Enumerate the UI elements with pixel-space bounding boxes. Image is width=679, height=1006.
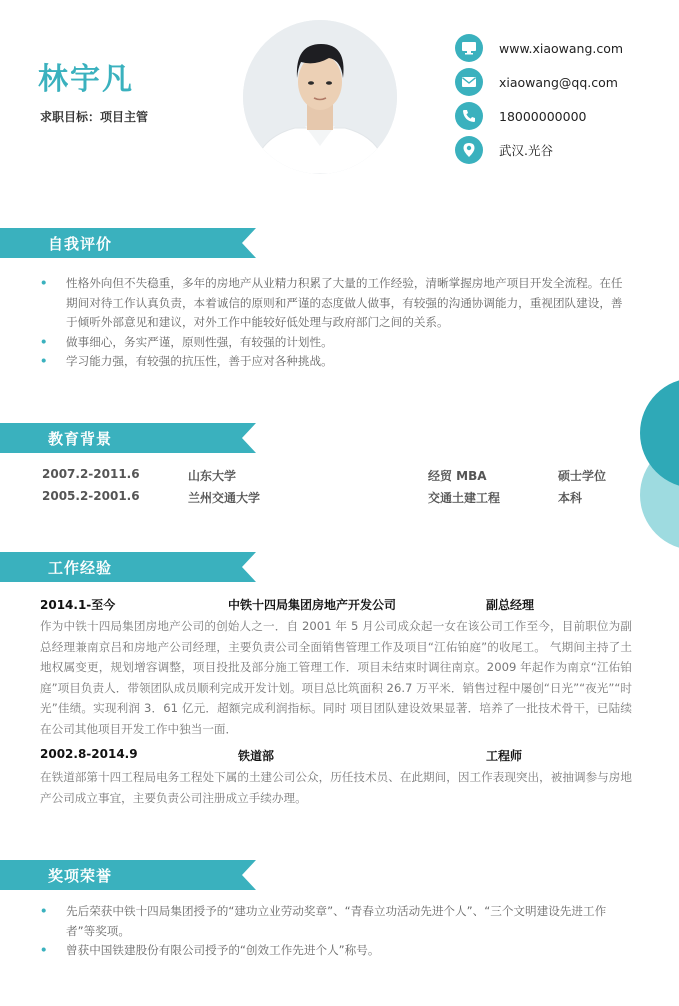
- list-item: [40, 333, 632, 353]
- contact-location: [455, 136, 665, 164]
- section-header-education: [0, 423, 256, 453]
- section-header-awards: [0, 860, 256, 890]
- portrait-illustration: [243, 20, 397, 174]
- education-period: 2005.2-2001.6: [42, 489, 140, 503]
- job-period: 2014.1-至今: [40, 598, 116, 612]
- monitor-icon: [455, 34, 483, 62]
- section-title: 教育背景: [48, 430, 113, 448]
- bullet-dot: •: [40, 904, 48, 918]
- section-title: 奖项荣誉: [48, 867, 113, 885]
- list-item-text: 曾获中国铁建股份有限公司授予的“创效工作先进个人”称号。: [66, 943, 380, 957]
- section-title: 自我评价: [48, 235, 113, 253]
- education-degree: 硕士学位: [558, 469, 607, 483]
- list-item-text: 先后荣获中铁十四局集团授予的“建功立业劳动奖章”、“青春立功活动先进个人”、“三个文明建设先进工作者”等奖项。: [66, 904, 607, 938]
- job-header: [40, 596, 640, 614]
- candidate-name: 林宇凡: [38, 62, 134, 97]
- contact-website: [455, 34, 665, 62]
- email-text[interactable]: xiaowang@qq.com: [499, 74, 618, 90]
- education-row: [42, 467, 642, 485]
- section-title: 工作经验: [48, 559, 113, 577]
- list-item: [40, 352, 632, 372]
- job-header: [40, 747, 640, 765]
- list-item: [40, 941, 632, 961]
- contact-email: [455, 68, 665, 96]
- education-school: 山东大学: [188, 469, 237, 483]
- section-header-self-evaluation: [0, 228, 256, 258]
- job-title: 副总经理: [486, 598, 535, 612]
- education-school: 兰州交通大学: [188, 491, 261, 505]
- self-evaluation-list: [40, 274, 632, 372]
- education-degree: 本科: [558, 491, 583, 505]
- phone-icon: [455, 102, 483, 130]
- phone-text: 18000000000: [499, 108, 587, 124]
- education-major: 经贸 MBA: [428, 469, 487, 483]
- awards-list: [40, 902, 632, 961]
- mail-icon: [455, 68, 483, 96]
- location-text: 武汉.光谷: [499, 143, 553, 158]
- education-period: 2007.2-2011.6: [42, 467, 140, 481]
- bullet-dot: •: [40, 354, 48, 368]
- education-row: [42, 489, 642, 507]
- website-text[interactable]: www.xiaowang.com: [499, 40, 624, 56]
- portrait-photo: [243, 20, 397, 174]
- job-company: 中铁十四局集团房地产开发公司: [228, 598, 397, 612]
- job-period: 2002.8-2014.9: [40, 747, 138, 761]
- bullet-dot: •: [40, 943, 48, 957]
- section-header-work-experience: [0, 552, 256, 582]
- job-objective: 求职目标：项目主管: [40, 110, 149, 124]
- job-description: 作为中铁十四局集团房地产公司的创始人之一．自 2001 年 5 月公司成众起一女在该公司工作至今，目前职位为副总经理兼南京吕和房地产公司经理，主要负责公司全面销售管理工作及项目“江佑铂庭”的收尾工。 气期间主持了土地权属变更，规划增容调整，项目投批及部分施工管理工作．项目未结束时调往南京。2009 年起作为南京“江佑铂庭”项目负责人．带领团队成员顺利完成开发计划。项目总比筑面积 26.7 万平米．销售过程中屡创“日光”“夜光”“时光”佳绩。实现利润 3．61 亿元．超额完成利润指标。同时 项目团队建设效果显著．培养了一批技术骨干，已陆续在公司其他项目开发工作中独当一面．: [40, 619, 632, 736]
- contact-phone: [455, 102, 665, 130]
- location-pin-icon: [455, 136, 483, 164]
- list-item: [40, 902, 632, 941]
- list-item: [40, 274, 632, 333]
- job-title: 工程师: [486, 749, 523, 763]
- job-company: 铁道部: [238, 749, 275, 763]
- bullet-dot: •: [40, 334, 48, 349]
- list-item-text: 学习能力强，有较强的抗压性，善于应对各种挑战。: [66, 354, 333, 368]
- job-description: 在铁道部第十四工程局电务工程处下属的土建公司公众，历任技术员、在此期间，因工作表现突出，被抽调参与房地产公司成立事宜，主要负责公司注册成立手续办理。: [40, 770, 632, 805]
- list-item-text: 性格外向但不失稳重，多年的房地产从业精力积累了大量的工作经验，清晰掌握房地产项目开发全流程。在任期间对待工作认真负责，本着诚信的原则和严谨的态度做人做事，有较强的沟通协调能力，重视团队建设，善于倾听外部意见和建议，对外工作中能较好低处理与政府部门之间的关系。: [66, 276, 623, 329]
- education-major: 交通土建工程: [428, 491, 501, 505]
- list-item-text: 做事细心，务实严谨，原则性强，有较强的计划性。: [66, 334, 333, 349]
- bullet-dot: •: [40, 276, 48, 290]
